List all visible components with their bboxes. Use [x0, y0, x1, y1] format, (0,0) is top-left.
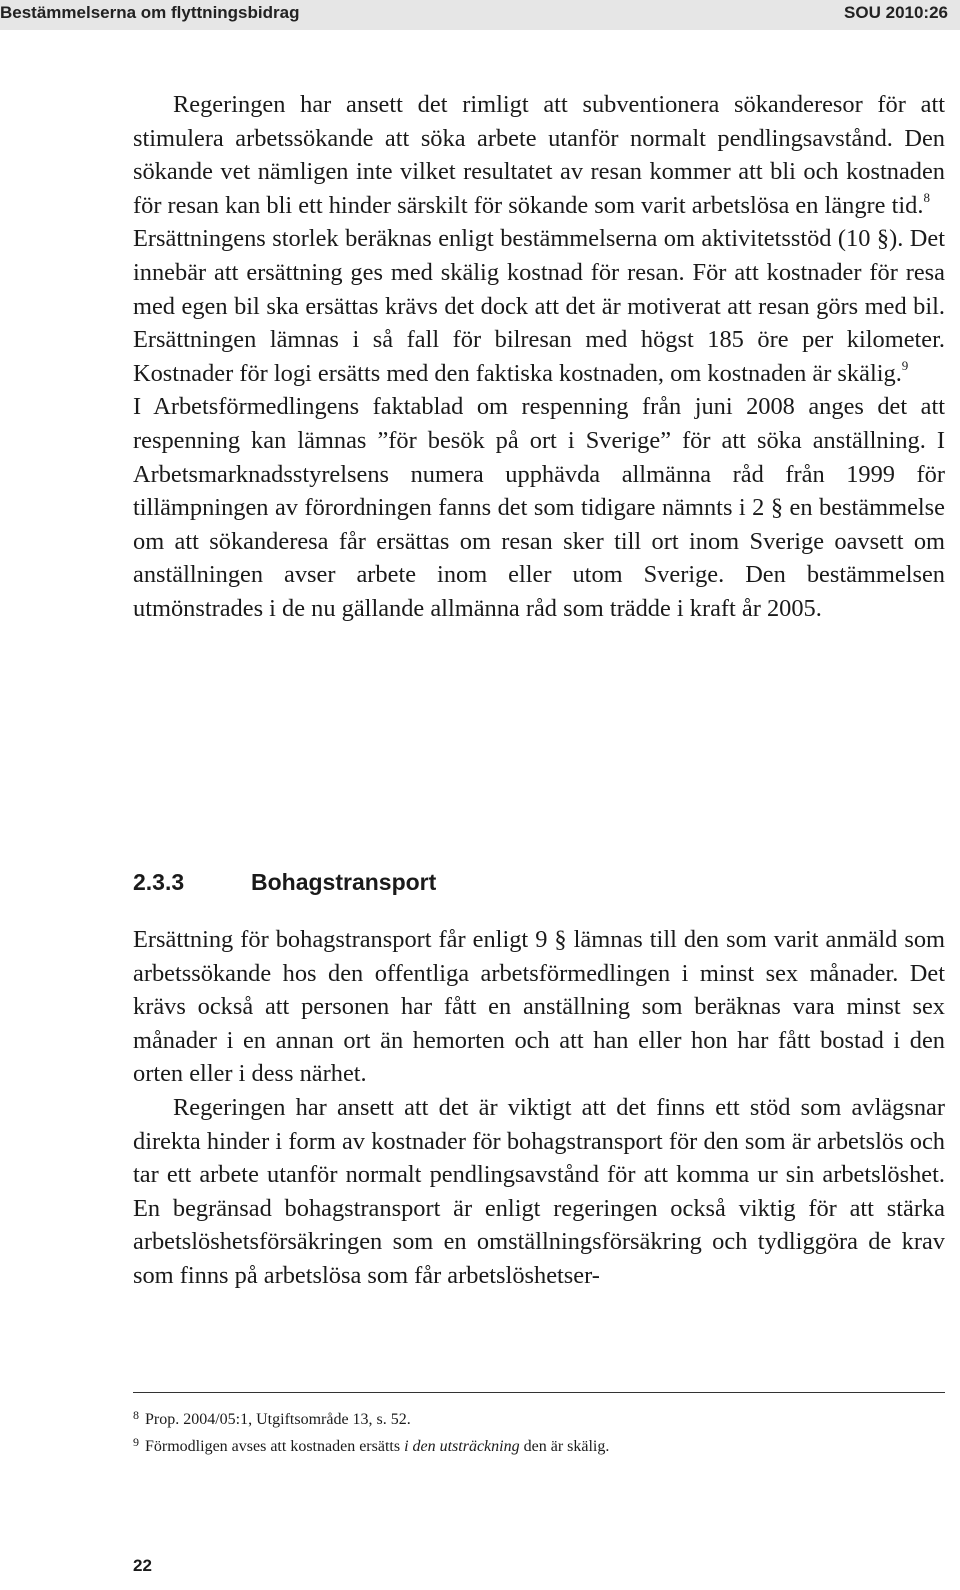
section-body-1 [133, 88, 945, 626]
footnote: 8 Prop. 2004/05:1, Utgiftsområde 13, s. 52. [133, 1408, 411, 1428]
section-number: 2.3.3 [133, 869, 185, 895]
paragraph: Regeringen har ansett det rimligt att subventionera sökanderesor för att stimulera arbetssökande att söka arbete utanför normalt pendlingsavstånd. Den sökande vet nämligen inte vilket resultatet av resan kommer att bli och kostnaden för resan kan bli ett hinder särskilt för sökande som varit arbetslösa en längre tid.$^8$ [133, 91, 945, 219]
footnotes [133, 1404, 945, 1458]
page-number: 22 [133, 1556, 152, 1575]
footnote: 9 Förmodligen avses att kostnaden ersätts i den utsträckning den är skälig. [133, 1435, 610, 1455]
section-body-2 [133, 923, 945, 1293]
paragraph: I Arbetsförmedlingens faktablad om respenning från juni 2008 anges det att respenning kan lämnas ”för besök på ort i Sverige” för att söka anställning. I Arbetsmarknadsstyrelsens numera upphävda allmänna råd från 1999 för tillämpningen av förordningen fanns det som tidigare nämnts i 2 § en bestämmelse om att sökanderesa får ersättas om resan sker till ort inom Sverige oavsett om anställningen avser arbete inom eller utom Sverige. Den bestämmelsen utmönstrades i de nu gällande allmänna råd som trädde i kraft år 2005. [133, 393, 945, 622]
footnote-ref[interactable]: 9 [901, 357, 909, 373]
footnote-divider [133, 1392, 945, 1393]
paragraph: Ersättning för bohagstransport får enligt 9 § lämnas till den som varit anmäld som arbetssökande hos den offentliga arbetsförmedlingen i minst sex månader. Det krävs också att personen har fått en anställning som beräknas vara minst sex månader i en annan ort än hemorten och att han eller hon har fått bostad i den orten eller i dess närhet. [133, 926, 945, 1088]
header-chapter-title: Bestämmelserna om flyttningsbidrag [0, 3, 300, 22]
running-header [0, 0, 960, 30]
paragraph: Ersättningens storlek beräknas enligt bestämmelserna om aktivitetsstöd (10 §). Det innebär att ersättning ges med skälig kostnad för resan. För att kostnader för resa med egen bil ska ersättas krävs det dock att det är motiverat att resan görs med bil. Ersättningen lämnas i så fall för bilresan med högst 185 öre per kilometer. Kostnader för logi ersätts med den faktiska kostnaden, om kostnaden är skälig.$^9$ [133, 225, 945, 387]
paragraph: Regeringen har ansett att det är viktigt att det finns ett stöd som avlägsnar direkta hinder i form av kostnader för bohagstransport för den som är arbetslös och tar ett arbete utanför normalt pendlingsavstånd för att komma ur sin arbetslöshet. En begränsad bohagstransport är enligt regeringen också viktig för att stärka arbetslöshetsförsäkringen som en omställningsförsäkring och tydliggöra de krav som finns på arbetslösa som får arbetslöshetser- [133, 1093, 945, 1289]
header-document-id: SOU 2010:26 [844, 3, 948, 22]
section-heading [133, 866, 436, 898]
section-title: Bohagstransport [251, 869, 437, 895]
footnote-ref[interactable]: 8 [923, 189, 930, 205]
